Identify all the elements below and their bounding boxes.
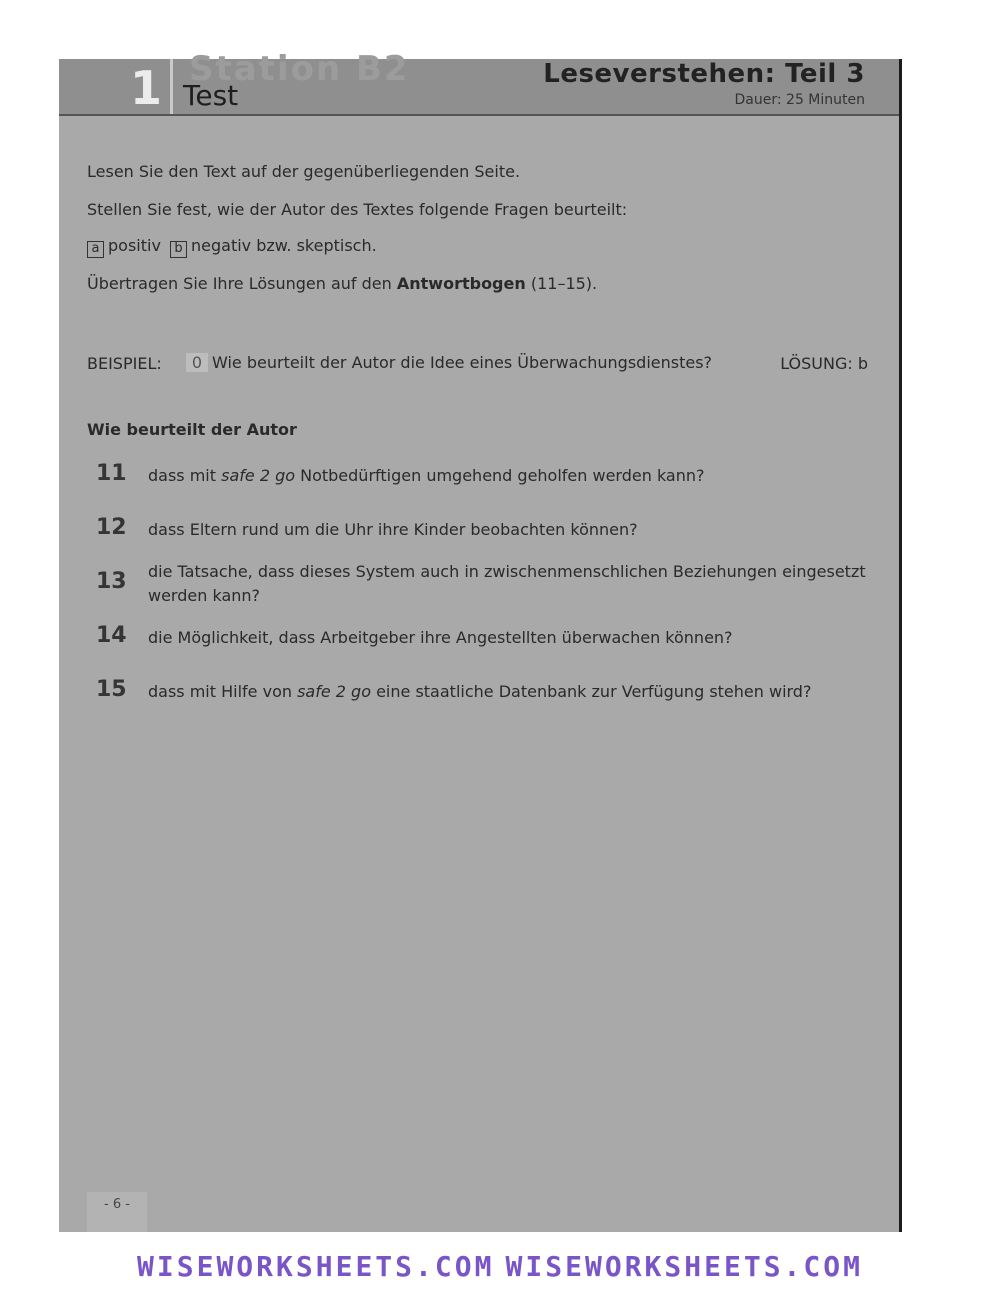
question-11-em: safe 2 go bbox=[221, 466, 296, 485]
page-right-border bbox=[899, 59, 902, 1232]
question-11 bbox=[148, 466, 705, 485]
watermark-2: WISEWORKSHEETS.COM bbox=[505, 1250, 863, 1283]
example-question bbox=[186, 353, 712, 372]
page-header bbox=[59, 49, 900, 116]
instruction-line-1: Lesen Sie den Text auf der gegenüberliegenden Seite. bbox=[87, 162, 521, 181]
question-number-12: 12 bbox=[96, 515, 127, 540]
page-number: - 6 - bbox=[87, 1192, 147, 1232]
section-title: Leseverstehen: Teil 3 bbox=[543, 59, 865, 89]
question-14: die Möglichkeit, dass Arbeitgeber ihre Angestellten überwachen können? bbox=[148, 628, 733, 647]
question-number-13: 13 bbox=[96, 569, 127, 594]
question-11-pre: dass mit bbox=[148, 466, 222, 485]
ghost-title: Station B2 bbox=[189, 49, 410, 89]
instruction-line-2: Stellen Sie fest, wie der Autor des Textes folgende Fragen beurteilt: bbox=[87, 200, 628, 219]
option-b-box: b bbox=[170, 241, 187, 258]
question-13-line-1: die Tatsache, dass dieses System auch in zwischenmenschlichen Beziehungen eingesetzt bbox=[148, 562, 866, 581]
option-b-text: negativ bzw. skeptisch. bbox=[191, 236, 377, 255]
option-a-box: a bbox=[87, 241, 104, 258]
question-number-11: 11 bbox=[96, 461, 127, 486]
question-number-15: 15 bbox=[96, 677, 127, 702]
unit-number: 1 bbox=[129, 61, 162, 115]
question-12: dass Eltern rund um die Uhr ihre Kinder beobachten können? bbox=[148, 520, 638, 539]
question-number-14: 14 bbox=[96, 623, 127, 648]
answer-sheet-label: Antwortbogen bbox=[396, 274, 526, 293]
instruction-line-4 bbox=[87, 274, 597, 293]
question-15-em: safe 2 go bbox=[297, 682, 371, 701]
header-divider bbox=[170, 59, 173, 114]
instruction-options bbox=[87, 236, 377, 258]
question-11-post: Notbedürftigen umgehend geholfen werden kann? bbox=[295, 466, 705, 485]
instruction-line-4-pre: Übertragen Sie Ihre Lösungen auf den bbox=[87, 274, 397, 293]
question-15-pre: dass mit Hilfe von bbox=[148, 682, 298, 701]
example-question-text: Wie beurteilt der Autor die Idee eines Überwachungsdienstes? bbox=[212, 353, 713, 372]
example-number: 0 bbox=[186, 353, 208, 372]
question-13-line-2: werden kann? bbox=[148, 586, 261, 605]
questions-heading: Wie beurteilt der Autor bbox=[87, 420, 297, 439]
watermark-1: WISEWORKSHEETS.COM bbox=[137, 1250, 495, 1283]
worksheet-page bbox=[59, 49, 900, 1232]
unit-label: Test bbox=[183, 79, 239, 112]
watermark-footer bbox=[0, 1250, 1000, 1291]
example-label: BEISPIEL: bbox=[87, 354, 162, 373]
duration: Dauer: 25 Minuten bbox=[734, 92, 865, 108]
question-15-post: eine staatliche Datenbank zur Verfügung stehen wird? bbox=[371, 682, 812, 701]
question-15 bbox=[148, 682, 811, 701]
instruction-line-4-post: (11–15). bbox=[525, 274, 598, 293]
example-solution: LÖSUNG: b bbox=[780, 354, 868, 373]
option-a-text: positiv bbox=[108, 236, 161, 255]
